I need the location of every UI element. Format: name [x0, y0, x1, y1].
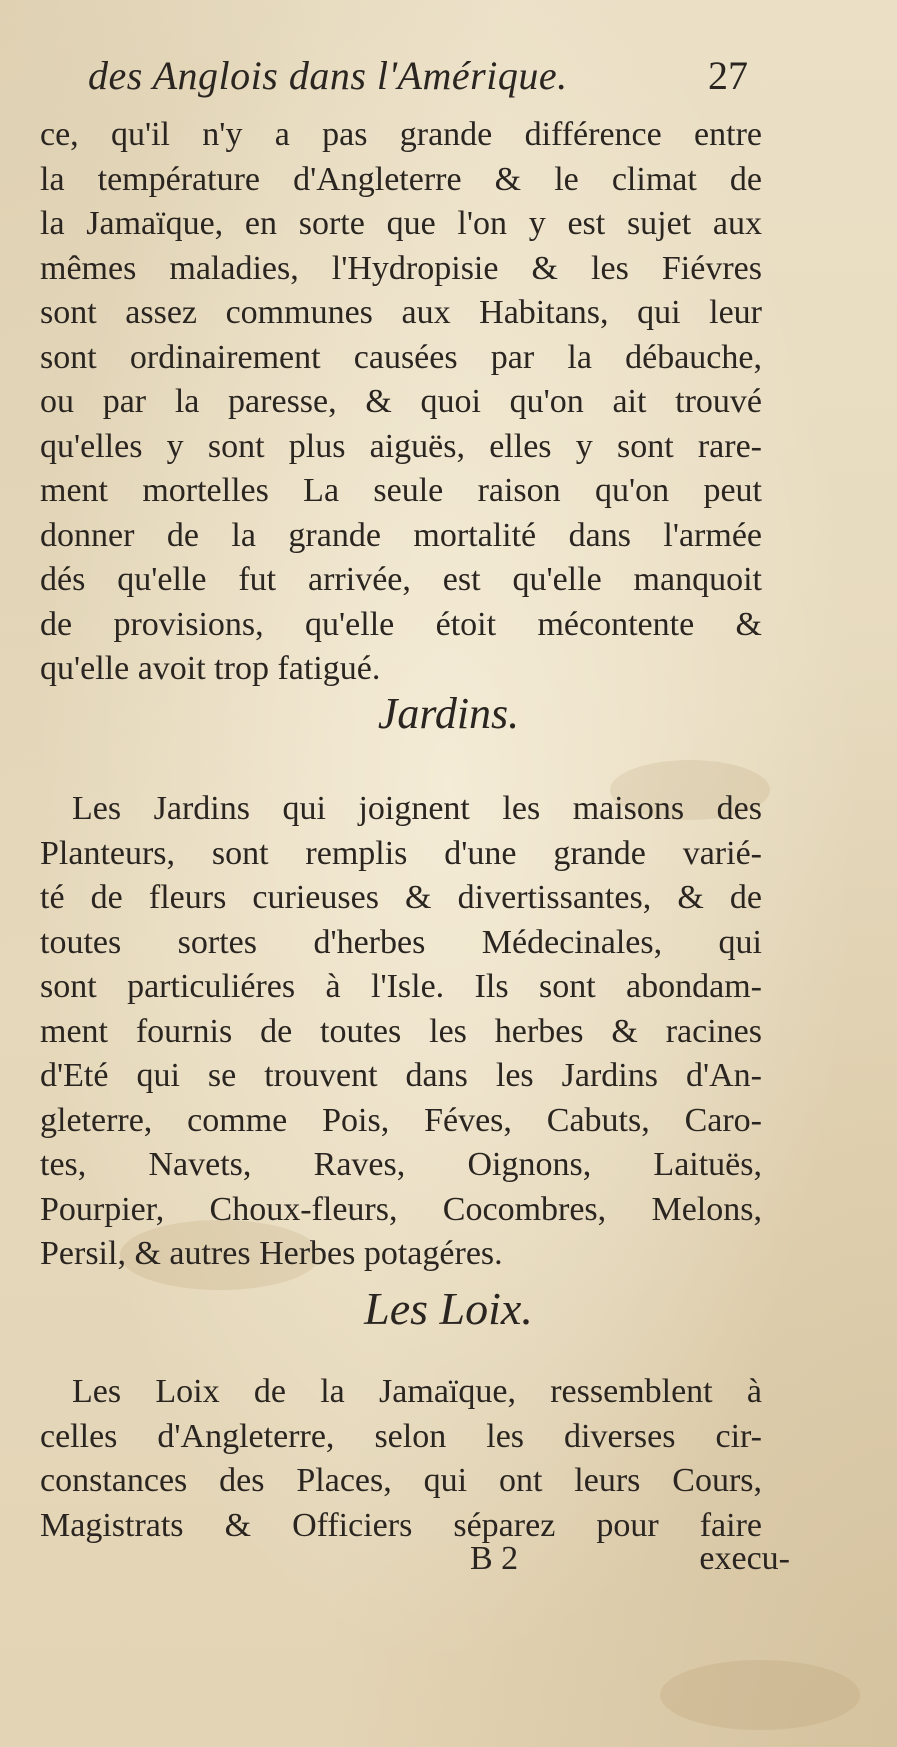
text-line: Magistrats & Officiers séparez pour faire: [40, 1506, 762, 1544]
text-line: tes, Navets, Raves, Oignons, Laituës,: [40, 1146, 762, 1183]
text-line: sont assez communes aux Habitans, qui leur: [40, 294, 762, 331]
text-line: de provisions, qu'elle étoit mécontente &: [40, 605, 762, 643]
text-line: mêmes maladies, l'Hydropisie & les Fiévres: [40, 249, 762, 287]
running-head: [88, 52, 748, 112]
text-line: ment mortelles La seule raison qu'on peut: [40, 472, 762, 509]
section-heading-loix: Les Loix.: [364, 1283, 533, 1334]
text-line: Les Loix de la Jamaïque, ressemblent à: [72, 1373, 762, 1410]
text-line: Pourpier, Choux-fleurs, Cocombres, Melons,: [40, 1190, 762, 1228]
text-line: sont particuliéres à l'Isle. Ils sont abondam-: [40, 968, 762, 1005]
footer: [470, 1540, 790, 1584]
text-line: Les Jardins qui joignent les maisons des: [72, 790, 762, 827]
paper-stain: [660, 1660, 860, 1730]
text-line: ce, qu'il n'y a pas grande différence entre: [40, 116, 762, 153]
text-line: constances des Places, qui ont leurs Cours,: [40, 1462, 762, 1499]
text-line: toutes sortes d'herbes Médecinales, qui: [40, 923, 762, 961]
text-line: la température d'Angleterre & le climat de: [40, 160, 762, 198]
text-line: gleterre, comme Pois, Féves, Cabuts, Caro-: [40, 1101, 762, 1139]
running-title: des Anglois dans l'Amérique.: [88, 53, 568, 98]
paragraph-2: [40, 787, 762, 1277]
text-line: d'Eté qui se trouvent dans les Jardins d'An-: [40, 1057, 762, 1094]
text-line: té de fleurs curieuses & divertissantes, & de: [40, 879, 762, 916]
text-line: celles d'Angleterre, selon les diverses cir-: [40, 1417, 762, 1455]
signature-mark: B 2: [470, 1540, 519, 1577]
catchword: execu-: [699, 1540, 790, 1577]
text-line: ou par la paresse, & quoi qu'on ait trouvé: [40, 383, 762, 420]
text-line: ment fournis de toutes les herbes & racines: [40, 1012, 762, 1050]
text-line: qu'elles y sont plus aiguës, elles y sont rare-: [40, 427, 762, 465]
paragraph-3: [40, 1370, 762, 1548]
text-line: sont ordinairement causées par la débauche,: [40, 338, 762, 376]
text-line: qu'elle avoit trop fatigué.: [40, 650, 381, 687]
paragraph-1: [40, 113, 762, 692]
page-number: 27: [708, 53, 748, 98]
text-line: la Jamaïque, en sorte que l'on y est sujet aux: [40, 205, 762, 242]
text-line: Persil, & autres Herbes potagéres.: [40, 1235, 503, 1272]
text-line: Planteurs, sont remplis d'une grande varié-: [40, 834, 762, 872]
section-heading-jardins: Jardins.: [377, 689, 520, 738]
text-line: donner de la grande mortalité dans l'armée: [40, 516, 762, 554]
text-line: dés qu'elle fut arrivée, est qu'elle manquoit: [40, 561, 762, 598]
